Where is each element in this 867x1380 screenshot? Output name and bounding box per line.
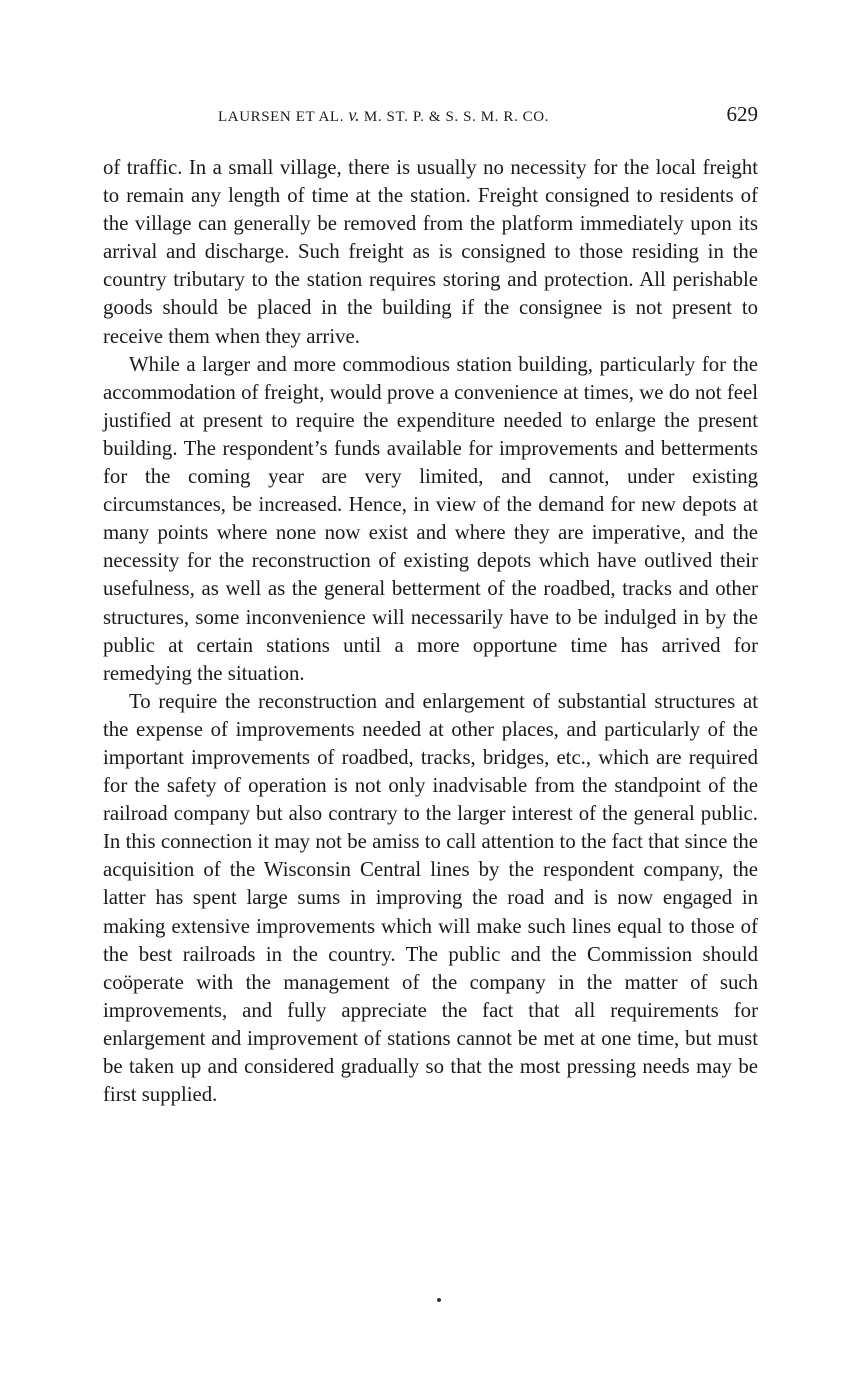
running-head-versus: v. — [348, 105, 360, 125]
page-speck — [437, 1298, 441, 1302]
running-head — [218, 105, 549, 126]
page-number: 629 — [726, 102, 758, 126]
paragraph-1: of traffic. In a small village, there is usually no necessity for the local freight to remain any length of time at the station. Freight consigned to residents of the village can generally be removed from the platform immediately upon its arrival and discharge. Such freight as is consigned to those residing in the country tributary to the station requires storing and protection. All perishable goods should be placed in the building if the consignee is not present to receive them when they arrive. — [103, 156, 758, 348]
running-head-prefix: LAURSEN ET AL. — [218, 109, 345, 125]
running-head-suffix: M. ST. P. & S. S. M. R. CO. — [363, 109, 550, 125]
page-header — [100, 102, 758, 130]
body-text — [103, 154, 758, 1109]
paragraph-3: To require the reconstruction and enlargement of substantial structures at the expense of improvements needed at other places, and particularly of the important improvements of roadbed, tracks, bridges, etc., which are required for the safety of operation is not only inadvisable from the standpoint of the railroad company but also contrary to the larger interest of the general public. In this connection it may not be amiss to call attention to the fact that since the acquisition of the Wisconsin Central lines by the respondent company, the latter has spent large sums in improving the road and is now engaged in making extensive improvements which will make such lines equal to those of the best railroads in the country. The public and the Commission should coöperate with the management of the company in the matter of such improvements, and fully appreciate the fact that all requirements for enlargement and improvement of stations cannot be met at one time, but must be taken up and considered gradually so that the most pressing needs may be first supplied. — [103, 689, 758, 1107]
paragraph-2: While a larger and more commodious station building, particularly for the accommodation of freight, would prove a convenience at times, we do not feel justified at present to require the expenditure needed to enlarge the present building. The respondent’s funds available for improvements and betterments for the coming year are very limited, and cannot, under existing circumstances, be increased. Hence, in view of the demand for new depots at many points where none now exist and where they are imperative, and the necessity for the reconstruction of existing depots which have outlived their usefulness, as well as the general betterment of the roadbed, tracks and other structures, some inconvenience will necessarily have to be indulged in by the public at certain stations until a more opportune time has arrived for remedying the situation. — [103, 352, 758, 685]
